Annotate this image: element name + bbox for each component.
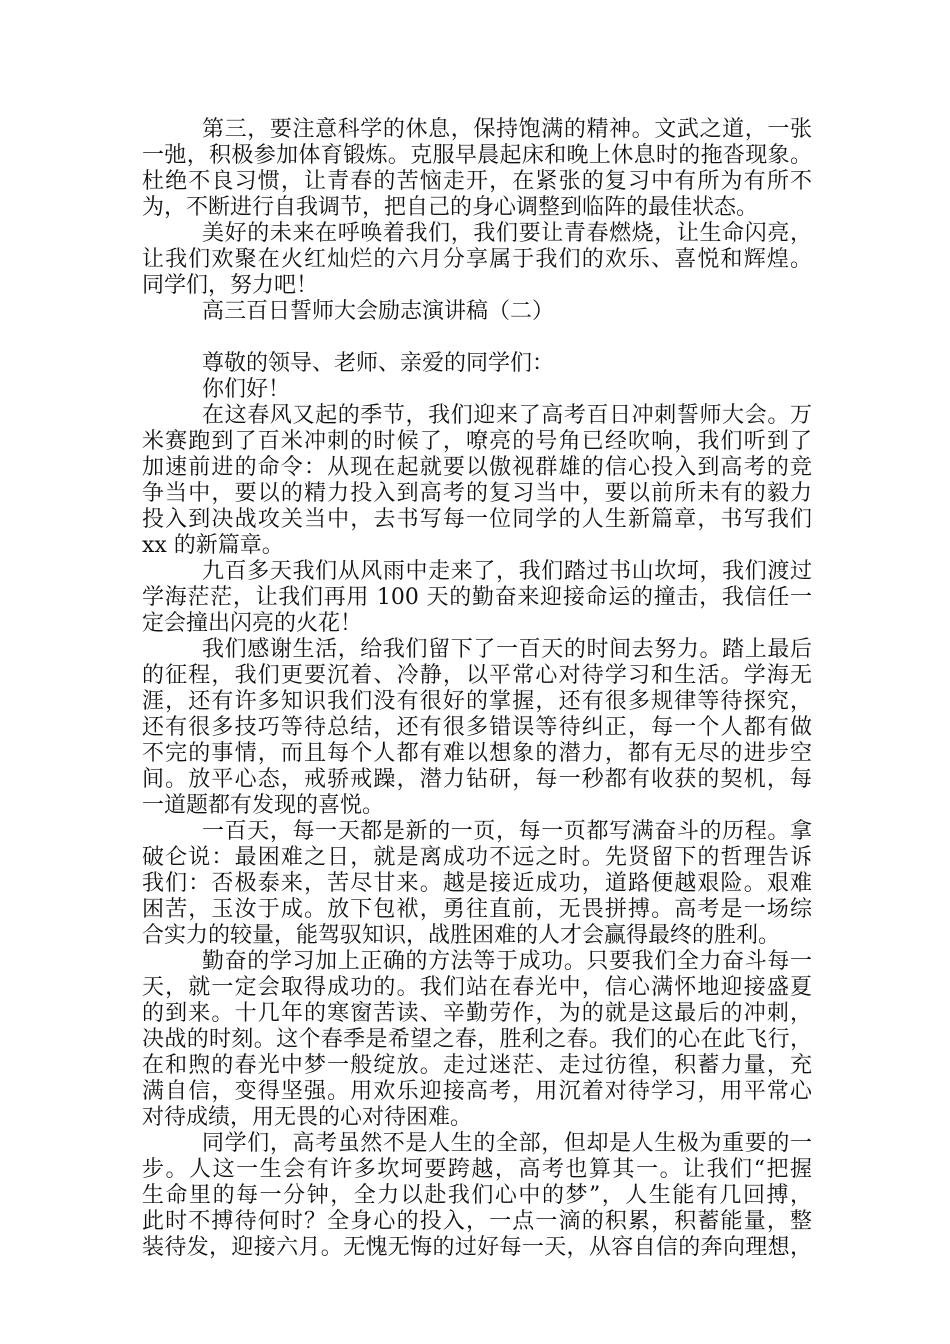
text-line: 一道题都有发现的喜悦。 [142, 793, 385, 818]
text-line: 第三，要注意科学的休息，保持饱满的精神。文武之道，一张 [202, 117, 812, 142]
text-line: 困苦，玉汝于成。放下包袱，勇往直前，无畏拼搏。高考是一场综 [142, 897, 812, 922]
text-line: 不完的事情，而且每个人都有难以想象的潜力，都有无尽的进步空 [142, 741, 812, 766]
text-line: 争当中，要以的精力投入到高考的复习当中，要以前所未有的毅力 [142, 481, 812, 506]
text-line: 破仑说：最困难之日，就是离成功不远之时。先贤留下的哲理告诉 [142, 845, 812, 870]
text-line: xx 的新篇章。 [142, 533, 284, 558]
text-line: 杜绝不良习惯，让青春的苦恼走开，在紧张的复习中有所为有所不 [142, 169, 812, 194]
text-line: 满自信，变得坚强。用欢乐迎接高考，用沉着对待学习，用平常心 [142, 1079, 812, 1104]
text-line: 勤奋的学习加上正确的方法等于成功。只要我们全力奋斗每一 [202, 949, 812, 974]
document-body [142, 117, 812, 1261]
section-heading: 高三百日誓师大会励志演讲稿（二） [202, 299, 555, 324]
salutation: 尊敬的领导、老师、亲爱的同学们： [202, 351, 555, 376]
paragraph [142, 117, 812, 221]
text-line: 投入到决战攻关当中，去书写每一位同学的人生新篇章，书写我们 [142, 507, 812, 532]
text-line: 学海茫茫，让我们再用 100 天的勤奋来迎接命运的撞击，我信任一 [142, 585, 812, 610]
text-line: 步。人这一生会有许多坎坷要跨越，高考也算其一。让我们“把握 [142, 1157, 812, 1182]
text-line: 定会撞出闪亮的火花！ [142, 611, 363, 636]
text-line: 一百天，每一天都是新的一页，每一页都写满奋斗的历程。拿 [202, 819, 812, 844]
text-line: 还有很多技巧等待总结，还有很多错误等待纠正，每一个人都有做 [142, 715, 812, 740]
blank-line [142, 325, 812, 351]
text-line: 加速前进的命令：从现在起就要以傲视群雄的信心投入到高考的竞 [142, 455, 812, 480]
text-line: 对待成绩，用无畏的心对待困难。 [142, 1105, 473, 1130]
text-line: 一弛，积极参加体育锻炼。克服早晨起床和晚上休息时的拖沓现象。 [142, 143, 812, 168]
paragraph [142, 221, 812, 299]
paragraph [142, 403, 812, 559]
text-line: 同学们，努力吧！ [142, 273, 319, 298]
text-line: 在和煦的春光中梦一般绽放。走过迷茫、走过彷徨，积蓄力量，充 [142, 1053, 812, 1078]
text-line: 间。放平心态，戒骄戒躁，潜力钻研，每一秒都有收获的契机，每 [142, 767, 812, 792]
greeting: 你们好！ [202, 377, 291, 402]
text-line: 同学们，高考虽然不是人生的全部，但却是人生极为重要的一 [202, 1131, 812, 1156]
paragraph [142, 819, 812, 949]
text-line: 我们：否极泰来，苦尽甘来。越是接近成功，道路便越艰险。艰难 [142, 871, 812, 896]
text-line: 让我们欢聚在火红灿烂的六月分享属于我们的欢乐、喜悦和辉煌。 [142, 247, 812, 272]
text-line: 涯，还有许多知识我们没有很好的掌握，还有很多规律等待探究， [142, 689, 812, 714]
text-line: 此时不搏待何时？全身心的投入，一点一滴的积累，积蓄能量，整 [142, 1209, 812, 1234]
text-line: 的征程，我们更要沉着、冷静，以平常心对待学习和生活。学海无 [142, 663, 812, 688]
text-line: 生命里的每一分钟，全力以赴我们心中的梦”，人生能有几回搏， [142, 1183, 812, 1208]
text-line: 天，就一定会取得成功的。我们站在春光中，信心满怀地迎接盛夏 [142, 975, 812, 1000]
text-line: 决战的时刻。这个春季是希望之春，胜利之春。我们的心在此飞行， [142, 1027, 812, 1052]
paragraph [142, 559, 812, 637]
text-line: 九百多天我们从风雨中走来了，我们踏过书山坎坷，我们渡过 [202, 559, 812, 584]
paragraph [142, 1131, 812, 1261]
paragraph [142, 637, 812, 819]
text-line: 合实力的较量，能驾驭知识，战胜困难的人才会赢得最终的胜利。 [142, 923, 781, 948]
text-line: 的到来。十几年的寒窗苦读、辛勤劳作，为的就是这最后的冲刺， [142, 1001, 812, 1026]
text-line: 装待发，迎接六月。无愧无悔的过好每一天，从容自信的奔向理想， [142, 1235, 812, 1260]
text-line: 米赛跑到了百米冲刺的时候了，嘹亮的号角已经吹响，我们听到了 [142, 429, 812, 454]
text-line: 在这春风又起的季节，我们迎来了高考百日冲刺誓师大会。万 [202, 403, 812, 428]
text-line: 美好的未来在呼唤着我们，我们要让青春燃烧，让生命闪亮， [202, 221, 812, 246]
paragraph [142, 949, 812, 1131]
text-line: 我们感谢生活，给我们留下了一百天的时间去努力。踏上最后 [202, 637, 812, 662]
text-line: 为，不断进行自我调节，把自己的身心调整到临阵的最佳状态。 [142, 195, 759, 220]
